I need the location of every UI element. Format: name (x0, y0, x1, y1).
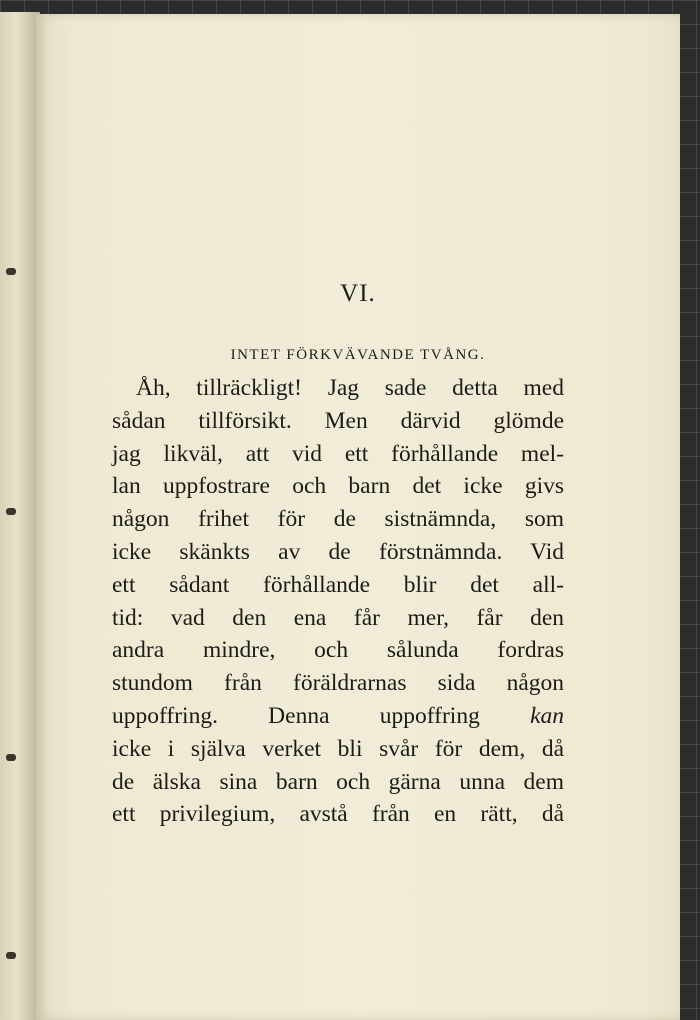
text-line: sådan tillförsikt. Men därvid glömde (112, 407, 564, 434)
text-line: de älska sina barn och gärna unna dem (112, 768, 564, 795)
binding-stitch (6, 268, 16, 275)
text-line: lan uppfostrare och barn det icke givs (112, 473, 564, 500)
text-line: ett sådant förhållande blir det all- (112, 571, 564, 598)
text-line-with-emphasis (112, 700, 564, 733)
binding-stitch (6, 952, 16, 959)
chapter-title: INTET FÖRKVÄVANDE TVÅNG. (230, 347, 486, 363)
text-line: andra mindre, och sålunda fordras (112, 637, 564, 664)
binding-stitch (6, 508, 16, 515)
text-line: stundom från föräldrarnas sida någon (112, 670, 564, 697)
text-line: någon frihet för de sistnämnda, som (112, 506, 564, 533)
text-line-part: uppoffring. Denna uppoffring (112, 702, 480, 729)
emphasized-word: kan (530, 702, 565, 729)
text-line: icke skänkts av de förstnämnda. Vid (112, 538, 564, 565)
text-line: Åh, tillräckligt! Jag sade detta med (136, 375, 564, 401)
chapter-body (112, 372, 564, 831)
book-spine (0, 12, 40, 1020)
text-line: icke i själva verket bli svår för dem, då (112, 735, 564, 762)
binding-stitch (6, 754, 16, 761)
text-line: tid: vad den ena får mer, får den (112, 604, 564, 631)
chapter-number: VI. (340, 280, 376, 307)
text-line: jag likväl, att vid ett förhållande mel- (112, 440, 564, 467)
text-line: ett privilegium, avstå från en rätt, då (112, 801, 564, 828)
